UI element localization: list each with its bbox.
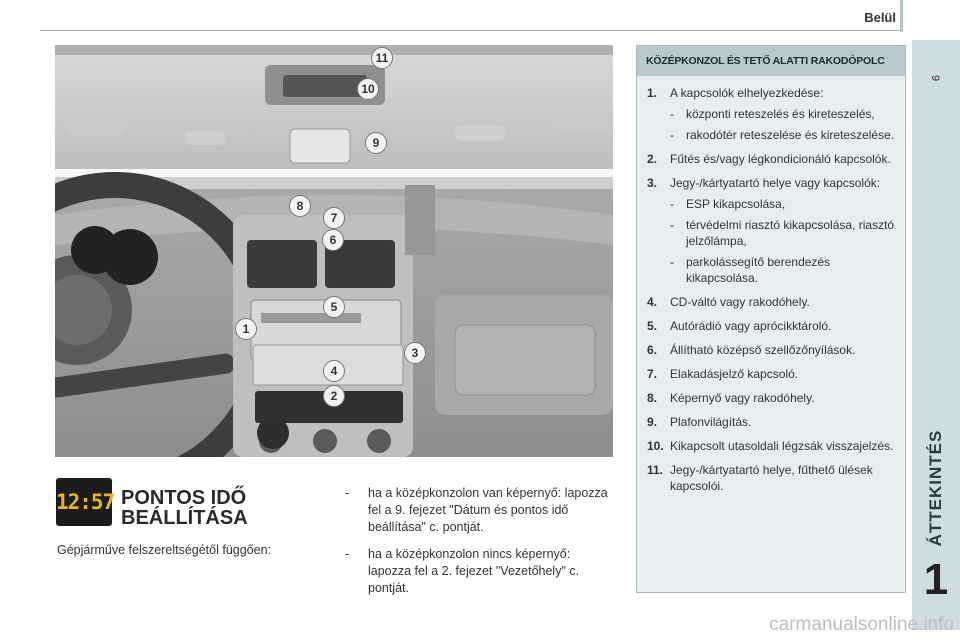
legend-subitem-text: térvédelmi riasztó kikapcsolása, riasztó jelzőlámpa, (686, 218, 895, 248)
legend-item-text: Autórádió vagy aprócikktároló. (670, 319, 832, 333)
legend-item-number: 2. (647, 152, 658, 166)
instruction-item (345, 485, 615, 536)
legend-item (647, 175, 897, 286)
instruction-text: ha a középkonzolon van képernyő: lapozza fel a 9. fejezet "Dátum és pontos idő beállítása" c. pontját. (368, 486, 608, 534)
legend-item-text: Fűtés és/vagy légkondicionáló kapcsolók. (670, 152, 891, 166)
legend-item-number: 3. (647, 176, 658, 190)
instruction-list (345, 485, 615, 607)
section-title (121, 488, 321, 528)
legend-list (637, 76, 905, 494)
legend-item (647, 342, 897, 358)
legend-item-number: 5. (647, 319, 658, 333)
dash-marker: - (670, 107, 674, 121)
legend-item-text: CD-váltó vagy rakodóhely. (670, 295, 810, 309)
legend-item-number: 7. (647, 367, 658, 381)
dash-marker: - (345, 486, 350, 500)
legend-item-number: 4. (647, 295, 658, 309)
dashboard-photo (55, 45, 613, 457)
callout-1: 1 (235, 318, 257, 340)
legend-item (647, 462, 897, 494)
instruction-item (345, 546, 615, 597)
legend-item (647, 318, 897, 334)
legend-item (647, 85, 897, 143)
legend-item-text: A kapcsolók elhelyezkedése: (670, 86, 824, 100)
legend-box (636, 45, 906, 593)
legend-header: KÖZÉPKONZOL ÉS TETŐ ALATTI RAKODÓPOLC (637, 46, 905, 76)
callout-5: 5 (323, 296, 345, 318)
callout-2: 2 (323, 385, 345, 407)
dash-marker: - (670, 128, 674, 142)
legend-item (647, 294, 897, 310)
legend-item (647, 390, 897, 406)
legend-subitem (670, 106, 897, 122)
section-title-line1: PONTOS IDŐ (121, 487, 247, 509)
page-header-title: Belül (864, 10, 896, 25)
legend-item-text: Elakadásjelző kapcsoló. (670, 367, 799, 381)
callout-10: 10 (357, 78, 379, 100)
legend-subitem-text: rakodótér reteszelése és kireteszelése. (686, 128, 895, 142)
callout-7: 7 (323, 207, 345, 229)
legend-item-number: 8. (647, 391, 658, 405)
legend-item (647, 366, 897, 382)
dash-marker: - (670, 255, 674, 269)
legend-subitem-text: központi reteszelés és kireteszelés, (686, 107, 875, 121)
legend-item-text: Képernyő vagy rakodóhely. (670, 391, 815, 405)
legend-subitem (670, 217, 897, 249)
legend-item-number: 1. (647, 86, 658, 100)
legend-subitem-text: ESP kikapcsolása, (686, 197, 786, 211)
legend-item-text: Jegy-/kártyatartó helye vagy kapcsolók: (670, 176, 881, 190)
instruction-text: ha a középkonzolon nincs képernyő: lapozza fel a 2. fejezet "Vezetőhely" c. pontját. (368, 547, 580, 595)
header-divider (900, 0, 903, 32)
header-rule (40, 30, 900, 31)
dash-marker: - (345, 547, 350, 561)
legend-item (647, 414, 897, 430)
callout-9: 9 (365, 132, 387, 154)
legend-item (647, 438, 897, 454)
equipment-note: Gépjárműve felszereltségétől függően: (57, 543, 272, 557)
legend-item-text: Jegy-/kártyatartó helye, fűthető ülések kapcsolói. (670, 463, 873, 493)
clock-digits: 12:57 (56, 490, 115, 514)
callout-11: 11 (371, 47, 393, 69)
dash-marker: - (670, 218, 674, 232)
clock-icon (56, 478, 115, 526)
chapter-label: ÁTTEKINTÉS (926, 429, 945, 547)
legend-item-number: 6. (647, 343, 658, 357)
legend-item-number: 9. (647, 415, 658, 429)
legend-item-text: Plafonvilágítás. (670, 415, 752, 429)
legend-subitem (670, 196, 897, 212)
watermark: carmanualsonline.info (769, 614, 954, 635)
legend-item (647, 151, 897, 167)
legend-subitem (670, 254, 897, 286)
callout-4: 4 (323, 360, 345, 382)
section-title-line2: BEÁLLÍTÁSA (121, 507, 248, 529)
dash-marker: - (670, 197, 674, 211)
legend-item-text: Kikapcsolt utasoldali légzsák visszajelzés. (670, 439, 894, 453)
callout-6: 6 (322, 229, 344, 251)
legend-item-text: Állítható középső szellőzőnyílások. (670, 343, 856, 357)
legend-subitem (670, 127, 897, 143)
page-number: 9 (929, 74, 941, 82)
legend-subitem-text: parkolássegítő berendezés kikapcsolása. (686, 255, 831, 285)
legend-item-number: 10. (647, 439, 664, 453)
callout-3: 3 (404, 342, 426, 364)
legend-item-number: 11. (647, 463, 664, 477)
callout-8: 8 (289, 195, 311, 217)
chapter-number: 1 (923, 555, 949, 604)
